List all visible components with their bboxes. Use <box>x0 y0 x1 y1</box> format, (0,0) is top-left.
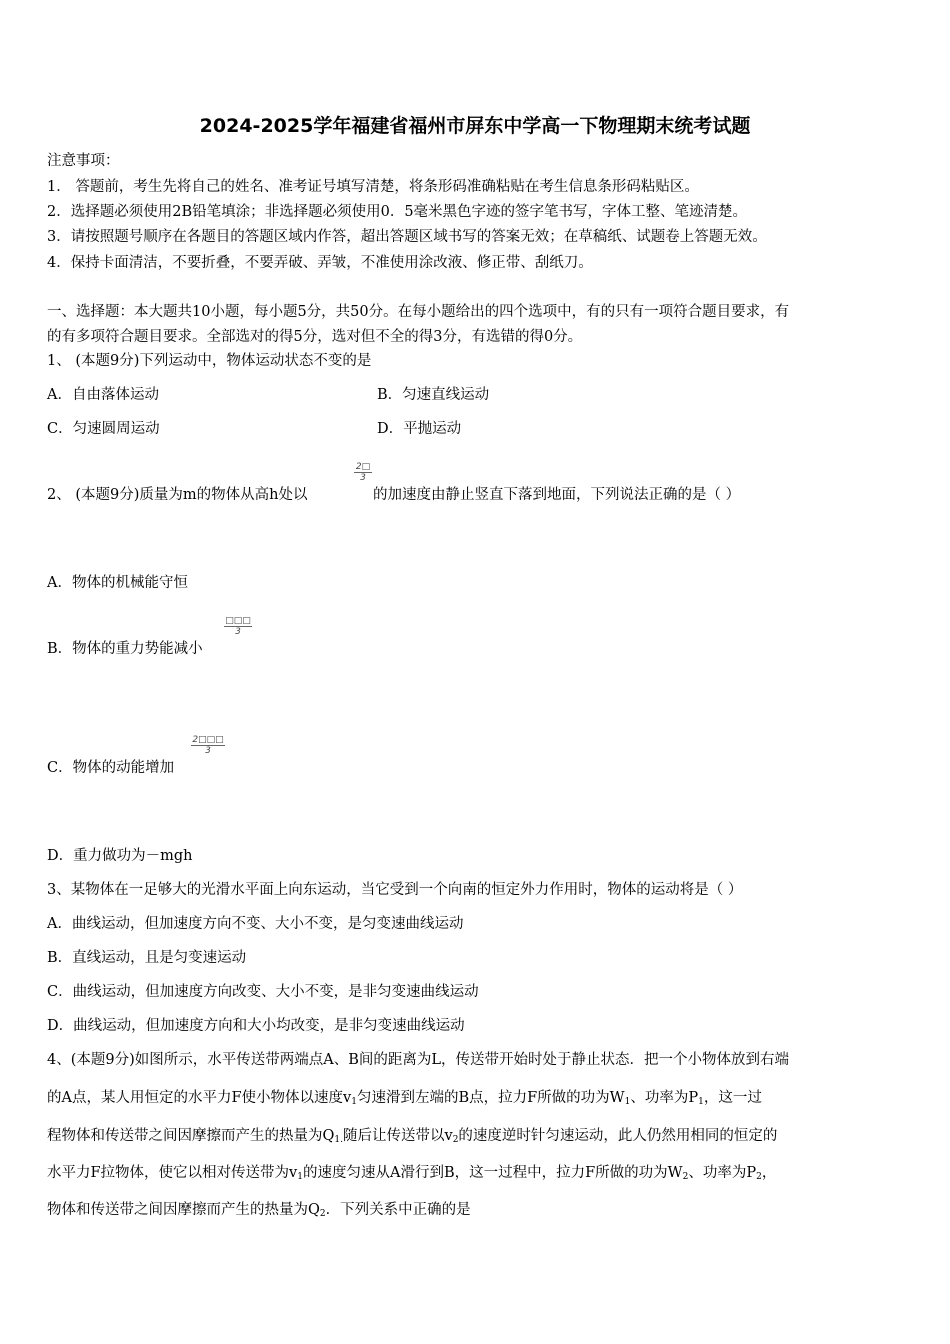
q3-option-d: D．曲线运动，但加速度方向和大小均改变，是非匀变速曲线运动 <box>47 1018 465 1034</box>
question-4-line: 水平力F拉物体，使它以相对传送带为$v_1$的速度匀速从A滑行到B，这一过程中，拉力F所做的功为$W_2$、功率为$P_2$， <box>47 1165 777 1182</box>
q3-option-a: A．曲线运动，但加速度方向不变、大小不变，是匀变速曲线运动 <box>47 916 464 932</box>
section-intro: 一、选择题：本大题共10小题，每小题5分，共50分。在每小题给出的四个选项中，有的只有一项符合题目要求，有 <box>47 304 790 320</box>
fraction-denominator: 3 <box>360 473 366 483</box>
q3-option-c: C．曲线运动，但加速度方向改变、大小不变，是非匀变速曲线运动 <box>47 984 479 1000</box>
question-2-stem-start: 2、 (本题9分)质量为m的物体从高h处以 <box>47 487 308 503</box>
q2-option-d: D．重力做功为－mgh <box>47 848 193 864</box>
question-4-line: 4、(本题9分)如图所示，水平传送带两端点A、B间的距离为L，传送带开始时处于静止状态．把一个小物体放到右端 <box>47 1052 790 1068</box>
notice-item: 2．选择题必须使用2B铅笔填涂；非选择题必须使用0．5毫米黑色字迹的签字笔书写，字体工整、笔迹清楚。 <box>47 204 748 220</box>
question-4-line: 的A点，某人用恒定的水平力F使小物体以速度$v_1$匀速滑到左端的B点，拉力F所做的功为$W_1$、功率为$P_1$，这一过 <box>47 1090 762 1107</box>
option-b-fraction <box>224 616 252 637</box>
question-1-stem: 1、 (本题9分)下列运动中，物体运动状态不变的是 <box>47 353 372 369</box>
q1-option-a: A．自由落体运动 <box>47 387 159 403</box>
acceleration-fraction <box>354 462 372 483</box>
q3-option-b: B．直线运动，且是匀变速运动 <box>47 950 247 966</box>
q1-option-b: B．匀速直线运动 <box>377 387 490 403</box>
q2-option-b: B．物体的重力势能减小 <box>47 641 203 657</box>
fraction-denominator: 3 <box>205 746 211 756</box>
q1-option-d: D．平抛运动 <box>377 421 462 437</box>
fraction-numerator: 2□□□ <box>192 735 224 745</box>
page-title: 2024-2025学年福建省福州市屏东中学高一下物理期末统考试题 <box>199 115 751 137</box>
notice-item: 1． 答题前，考生先将自己的姓名、准考证号填写清楚，将条形码准确粘贴在考生信息条形码粘贴区。 <box>47 179 699 195</box>
notice-item: 4．保持卡面清洁，不要折叠，不要弄破、弄皱，不准使用涂改液、修正带、刮纸刀。 <box>47 255 593 271</box>
section-intro: 的有多项符合题目要求。全部选对的得5分，选对但不全的得3分，有选错的得0分。 <box>47 329 583 345</box>
q2-option-c: C．物体的动能增加 <box>47 760 175 776</box>
fraction-numerator: □□□ <box>225 616 251 626</box>
q1-option-c: C．匀速圆周运动 <box>47 421 160 437</box>
question-3-stem: 3、某物体在一足够大的光滑水平面上向东运动，当它受到一个向南的恒定外力作用时，物体的运动将是（ ） <box>47 882 743 898</box>
question-4-line: 物体和传送带之间因摩擦而产生的热量为$Q_2$．下列关系中正确的是 <box>47 1202 471 1219</box>
fraction-denominator: 3 <box>235 627 241 637</box>
notice-item: 3．请按照题号顺序在各题目的答题区域内作答，超出答题区域书写的答案无效；在草稿纸、试题卷上答题无效。 <box>47 229 767 245</box>
question-4-line: 程物体和传送带之间因摩擦而产生的热量为$Q_{1.}$随后让传送带以$v_2$的速度逆时针匀速运动，此人仍然用相同的恒定的 <box>47 1128 778 1145</box>
notice-heading: 注意事项： <box>47 153 120 169</box>
q2-option-a: A．物体的机械能守恒 <box>47 575 188 591</box>
fraction-numerator: 2□ <box>355 462 371 472</box>
option-c-fraction <box>191 735 225 756</box>
question-2-stem-end: 的加速度由静止竖直下落到地面，下列说法正确的是（ ） <box>373 487 741 503</box>
